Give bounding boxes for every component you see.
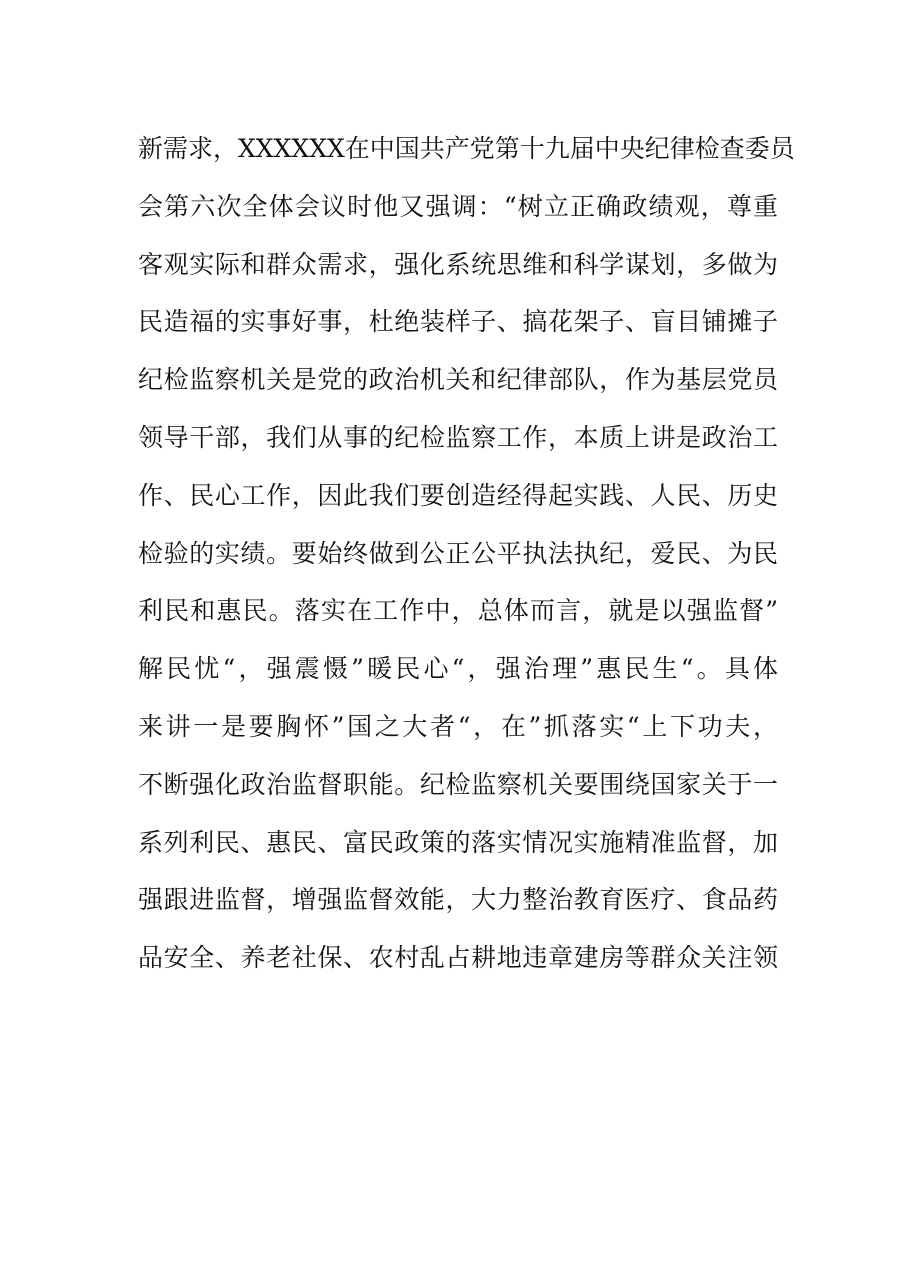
text-line: 作、民心工作，因此我们要创造经得起实践、人民、历史 [138,480,778,510]
text-line: 会第六次全体会议时他又强调：“树立正确政绩观，尊重 [138,191,778,221]
text-line: 解民忧“，强震慑”暖民心“，强治理”惠民生“。具体 [138,654,778,684]
text-line: 不断强化政治监督职能。纪检监察机关要围绕国家关于一 [138,769,778,799]
text-line: 纪检监察机关是党的政治机关和纪律部队，作为基层党员 [138,365,778,395]
body-text [138,120,795,987]
text-line: 强跟进监督，增强监督效能，大力整治教育医疗、食品药 [138,885,778,915]
text-line: 品安全、养老社保、农村乱占耕地违章建房等群众关注领 [138,943,778,973]
text-line: 客观实际和群众需求，强化系统思维和科学谋划，多做为 [138,249,778,279]
text-line: 检验的实绩。要始终做到公正公平执法执纪，爱民、为民 [138,538,778,568]
text-line: 领导干部，我们从事的纪检监察工作，本质上讲是政治工 [138,422,778,452]
text-line: 来讲一是要胸怀”国之大者“，在”抓落实“上下功夫， [138,711,778,741]
text-line: 民造福的实事好事，杜绝装样子、搞花架子、盲目铺摊子 [138,307,778,337]
text-line: 利民和惠民。落实在工作中，总体而言，就是以强监督” [138,596,778,626]
text-line: 新需求，XXXXXX在中国共产党第十九届中央纪律检查委员 [138,134,795,163]
text-line: 系列利民、惠民、富民政策的落实情况实施精准监督，加 [138,827,778,857]
